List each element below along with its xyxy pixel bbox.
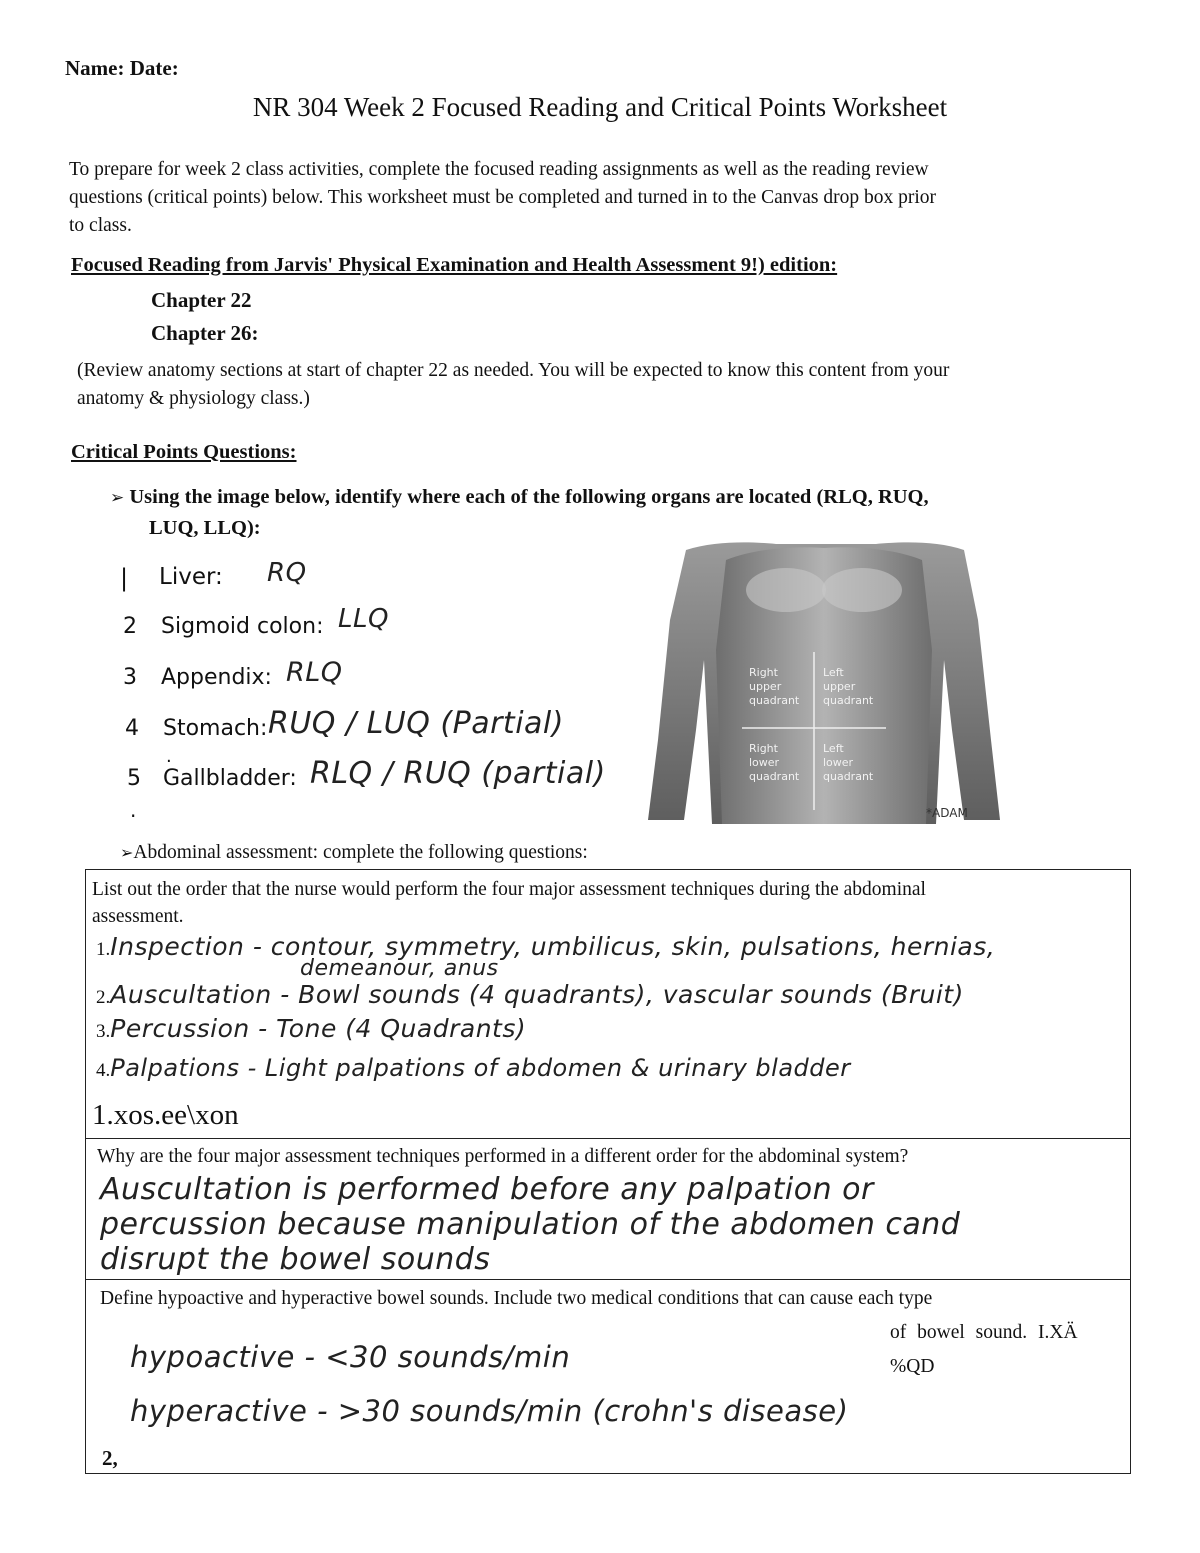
chapter-item: Chapter 26:: [151, 321, 259, 345]
quadrant-label-ruq: Right upper quadrant: [749, 666, 800, 707]
row3-prompt: Define hypoactive and hyperactive bowel sounds. Include two medical conditions that can cause each type: [100, 1288, 933, 1309]
answer-text: Percussion - Tone (4 Quadrants): [110, 1014, 527, 1043]
chapter-item: Chapter 22: [151, 288, 252, 312]
row3-footer-text: 2,: [102, 1446, 118, 1470]
note-line: anatomy & physiology class.): [77, 388, 310, 409]
bullet-arrow-icon: ➢: [120, 843, 134, 862]
table-divider: [85, 1279, 1131, 1280]
question-text: Abdominal assessment: complete the following questions:: [133, 842, 588, 863]
row3-answer-hyperactive: hyperactive - >30 sounds/min (crohn's disease): [130, 1394, 849, 1428]
quadrant-label-rlq: Right lower quadrant: [749, 742, 800, 783]
list-item: [120, 560, 640, 600]
intro-line: to class.: [69, 215, 132, 236]
organ-label: Sigmoid colon:: [161, 614, 324, 639]
page-title: NR 304 Week 2 Focused Reading and Critical Points Worksheet: [252, 92, 948, 122]
answer-number: 3.: [96, 1021, 111, 1042]
intro-line: To prepare for week 2 class activities, complete the focused reading assignments as well as the reading review: [69, 159, 929, 180]
organ-answer: RLQ: [286, 657, 343, 688]
list-item: [120, 756, 640, 800]
critical-points-heading: Critical Points Questions:: [71, 441, 297, 463]
row1-prompt: [92, 876, 926, 930]
name-date-label: Name: Date:: [65, 56, 179, 80]
list-item: [120, 657, 640, 701]
organ-number: |: [120, 564, 129, 592]
organ-number: 5: [127, 766, 141, 791]
prompt-line: assessment.: [92, 906, 184, 927]
answer-text: Palpations - Light palpations of abdomen & urinary bladder: [110, 1054, 851, 1082]
note-line: (Review anatomy sections at start of chapter 22 as needed. You will be expected to know this content from your: [77, 360, 950, 381]
organ-answer: RUQ / LUQ (Partial): [268, 706, 564, 741]
answer-number: 1.: [96, 939, 111, 960]
quadrant-label-luq: Left upper quadrant: [823, 666, 874, 707]
row3-prompt-continuation: %QD: [890, 1356, 935, 1377]
answer-number: 4.: [96, 1060, 111, 1081]
answer-line: [300, 956, 499, 981]
question-text: LUQ, LLQ):: [149, 517, 261, 539]
question-organs: [110, 482, 929, 543]
row3-prompt-continuation: of bowel sound. I.XÄ: [890, 1322, 1078, 1343]
organ-answer: RQ: [267, 558, 307, 588]
stray-dot: .: [166, 746, 172, 767]
answer-text: Inspection - contour, symmetry, umbilicus, skin, pulsations, hernias,: [110, 932, 996, 961]
quadrant-label-llq: Left lower quadrant: [823, 742, 874, 783]
answer-text: Auscultation - Bowl sounds (4 quadrants), vascular sounds (Bruit): [110, 980, 964, 1009]
list-item: [120, 706, 640, 750]
prompt-line: List out the order that the nurse would perform the four major assessment techniques during the abdominal: [92, 879, 926, 900]
bullet-arrow-icon: ➢: [110, 488, 125, 508]
question-abdominal-assessment: [120, 842, 588, 864]
answer-line: [96, 980, 964, 1009]
review-note: [77, 357, 949, 413]
row2-prompt: Why are the four major assessment techniques performed in a different order for the abdominal system?: [97, 1146, 909, 1167]
answer-line: Auscultation is performed before any palpation or: [100, 1172, 874, 1207]
organ-number: 4: [125, 716, 139, 741]
organ-number: 2: [123, 614, 137, 639]
organ-label: Liver:: [159, 564, 223, 590]
organ-label: Appendix:: [161, 665, 272, 690]
question-text: Using the image below, identify where each of the following organs are located (RLQ, RUQ,: [129, 486, 929, 508]
answer-line: [96, 1054, 851, 1082]
row1-footer-text: 1.xos.ee\xon: [92, 1099, 239, 1131]
organ-number: 3: [123, 665, 137, 690]
adam-logo: *ADAM: [926, 806, 968, 820]
organ-label: Gallbladder:: [163, 766, 297, 791]
focused-reading-heading: Focused Reading from Jarvis' Physical Examination and Health Assessment 9!) edition:: [71, 254, 838, 276]
row3-answer-hypoactive: hypoactive - <30 sounds/min: [130, 1340, 571, 1374]
answer-number: 2.: [96, 987, 111, 1008]
table-divider: [85, 1138, 1131, 1139]
answer-line: [96, 1014, 526, 1043]
intro-paragraph: [69, 156, 936, 240]
organ-answer: LLQ: [338, 604, 389, 634]
answer-text: demeanour, anus: [300, 956, 499, 981]
stray-dot: .: [130, 798, 137, 822]
row2-answer: [100, 1172, 960, 1277]
answer-line: percussion because manipulation of the abdomen cand: [100, 1207, 961, 1242]
answer-line: [96, 932, 995, 961]
list-item: [120, 604, 640, 650]
abdomen-quadrants-image: [646, 540, 1000, 824]
intro-line: questions (critical points) below. This worksheet must be completed and turned in to the Canvas drop box prior: [69, 187, 937, 208]
organ-label: Stomach:: [163, 716, 268, 741]
answer-line: disrupt the bowel sounds: [100, 1242, 491, 1277]
organ-answer: RLQ / RUQ (partial): [310, 756, 606, 791]
